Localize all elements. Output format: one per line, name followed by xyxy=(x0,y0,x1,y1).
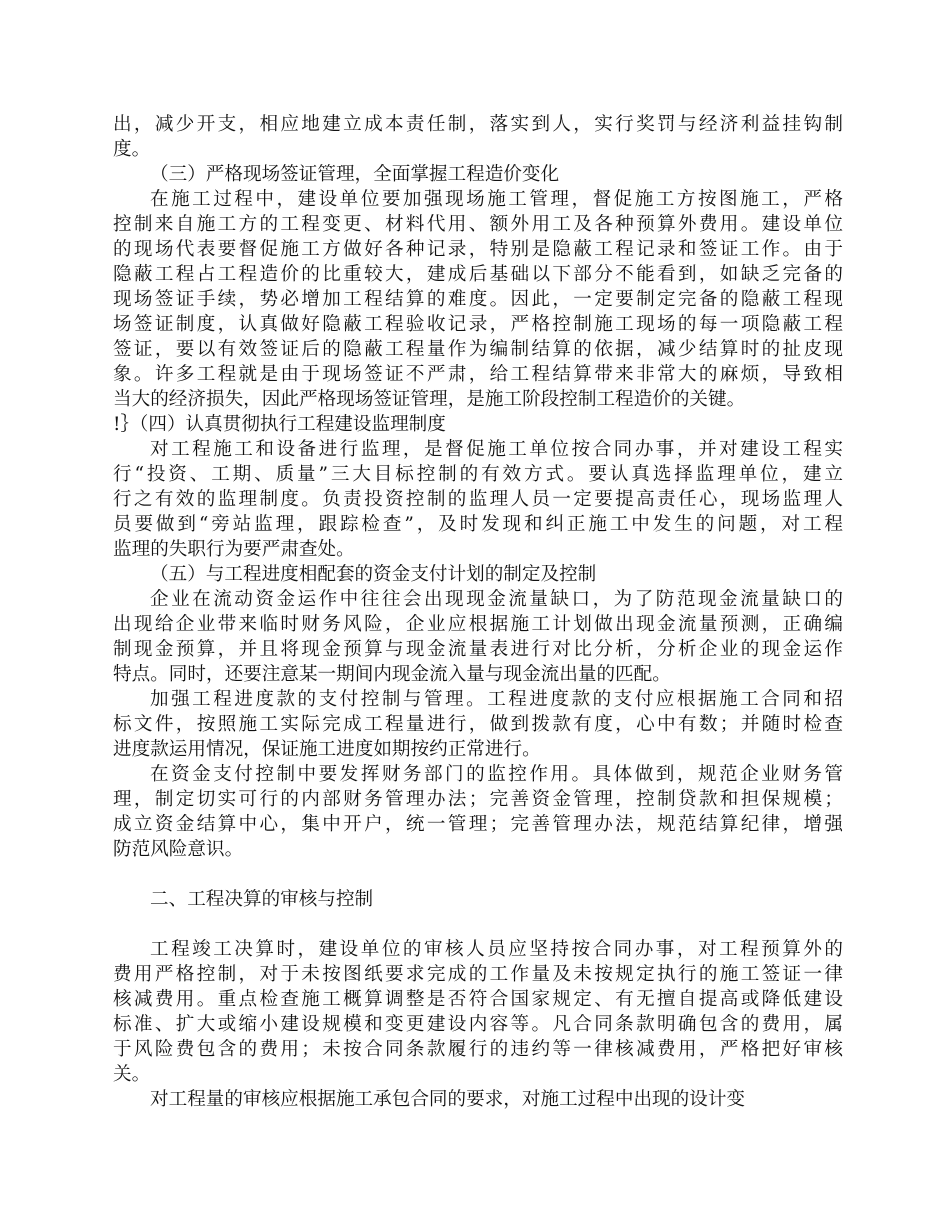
paragraph-line: 在施工过程中，建设单位要加强现场施工管理，督促施工方按图施工，严格 xyxy=(150,189,843,210)
paragraph-line: 费用严格控制，对于未按图纸要求完成的工作量及未按规定执行的施工签证一律 xyxy=(113,964,843,985)
paragraph-line: 员要做到“旁站监理，跟踪检查”，及时发现和纠正施工中发生的问题，对工程 xyxy=(113,514,843,535)
paragraph-line: 出，减少开支，相应地建立成本责任制，落实到人，实行奖罚与经济利益挂钩制 xyxy=(113,114,843,135)
section-heading: （五）与工程进度相配套的资金支付计划的制定及控制 xyxy=(150,564,597,585)
paragraph-line: 于风险费包含的费用；未按合同条款履行的违约等一律核减费用，严格把好审核 xyxy=(113,1039,843,1060)
paragraph-line: 防范风险意识。 xyxy=(113,839,244,860)
paragraph-line: 监理的失职行为要严肃查处。 xyxy=(113,539,355,560)
paragraph-line: 成立资金结算中心，集中开户，统一管理；完善管理办法，规范结算纪律，增强 xyxy=(113,814,843,835)
paragraph-line: 进度款运用情况，保证施工进度如期按约正常进行。 xyxy=(113,739,541,760)
paragraph-line: 行之有效的监理制度。负责投资控制的监理人员一定要提高责任心，现场监理人 xyxy=(113,489,843,510)
paragraph-line: 工程竣工决算时，建设单位的审核人员应坚持按合同办事，对工程预算外的 xyxy=(150,939,843,960)
paragraph-line: 的现场代表要督促施工方做好各种记录，特别是隐蔽工程记录和签证工作。由于 xyxy=(113,239,843,260)
paragraph-line: 出现给企业带来临时财务风险，企业应根据施工计划做出现金流量预测，正确编 xyxy=(113,614,843,635)
paragraph-line: 场签证制度，认真做好隐蔽工程验收记录，严格控制施工现场的每一项隐蔽工程 xyxy=(113,314,843,335)
paragraph-line: 特点。同时，还要注意某一期间内现金流入量与现金流出量的匹配。 xyxy=(113,664,671,685)
paragraph-line: 理，制定切实可行的内部财务管理办法；完善资金管理，控制贷款和担保规模； xyxy=(113,789,843,810)
section-heading: （三）严格现场签证管理，全面掌握工程造价变化 xyxy=(150,164,560,185)
section-heading: 二、工程决算的审核与控制 xyxy=(150,889,374,910)
paragraph-line: 在资金支付控制中要发挥财务部门的监控作用。具体做到，规范企业财务管 xyxy=(150,764,843,785)
paragraph-line: 企业在流动资金运作中往往会出现现金流量缺口，为了防范现金流量缺口的 xyxy=(150,589,843,610)
paragraph-line: 标文件，按照施工实际完成工程量进行，做到拨款有度，心中有数；并随时检查 xyxy=(113,714,843,735)
paragraph-line: 现场签证手续，势必增加工程结算的难度。因此，一定要制定完备的隐蔽工程现 xyxy=(113,289,843,310)
paragraph-line: 象。许多工程就是由于现场签证不严肃，给工程结算带来非常大的麻烦，导致相 xyxy=(113,364,843,385)
paragraph-line: 对工程量的审核应根据施工承包合同的要求，对施工过程中出现的设计变 xyxy=(150,1089,746,1110)
paragraph-line: 度。 xyxy=(113,139,151,160)
section-heading: !｝（四）认真贯彻执行工程建设监理制度 xyxy=(113,414,446,435)
paragraph-line: 加强工程进度款的支付控制与管理。工程进度款的支付应根据施工合同和招 xyxy=(150,689,843,710)
paragraph-line: 签证，要以有效签证后的隐蔽工程量作为编制结算的依据，减少结算时的扯皮现 xyxy=(113,339,843,360)
paragraph-line: 标准、扩大或缩小建设规模和变更建设内容等。凡合同条款明确包含的费用，属 xyxy=(113,1014,843,1035)
paragraph-line: 当大的经济损失，因此严格现场签证管理，是施工阶段控制工程造价的关键。 xyxy=(113,389,746,410)
paragraph-line: 控制来自施工方的工程变更、材料代用、额外用工及各种预算外费用。建设单位 xyxy=(113,214,843,235)
paragraph-line: 制现金预算，并且将现金预算与现金流量表进行对比分析，分析企业的现金运作 xyxy=(113,639,843,660)
paragraph-line: 关。 xyxy=(113,1064,151,1085)
paragraph-line: 隐蔽工程占工程造价的比重较大，建成后基础以下部分不能看到，如缺乏完备的 xyxy=(113,264,843,285)
paragraph-line: 核减费用。重点检查施工概算调整是否符合国家规定、有无擅自提高或降低建设 xyxy=(113,989,843,1010)
paragraph-line: 对工程施工和设备进行监理，是督促施工单位按合同办事，并对建设工程实 xyxy=(150,439,843,460)
paragraph-line: 行“投资、工期、质量”三大目标控制的有效方式。要认真选择监理单位，建立 xyxy=(113,464,843,485)
